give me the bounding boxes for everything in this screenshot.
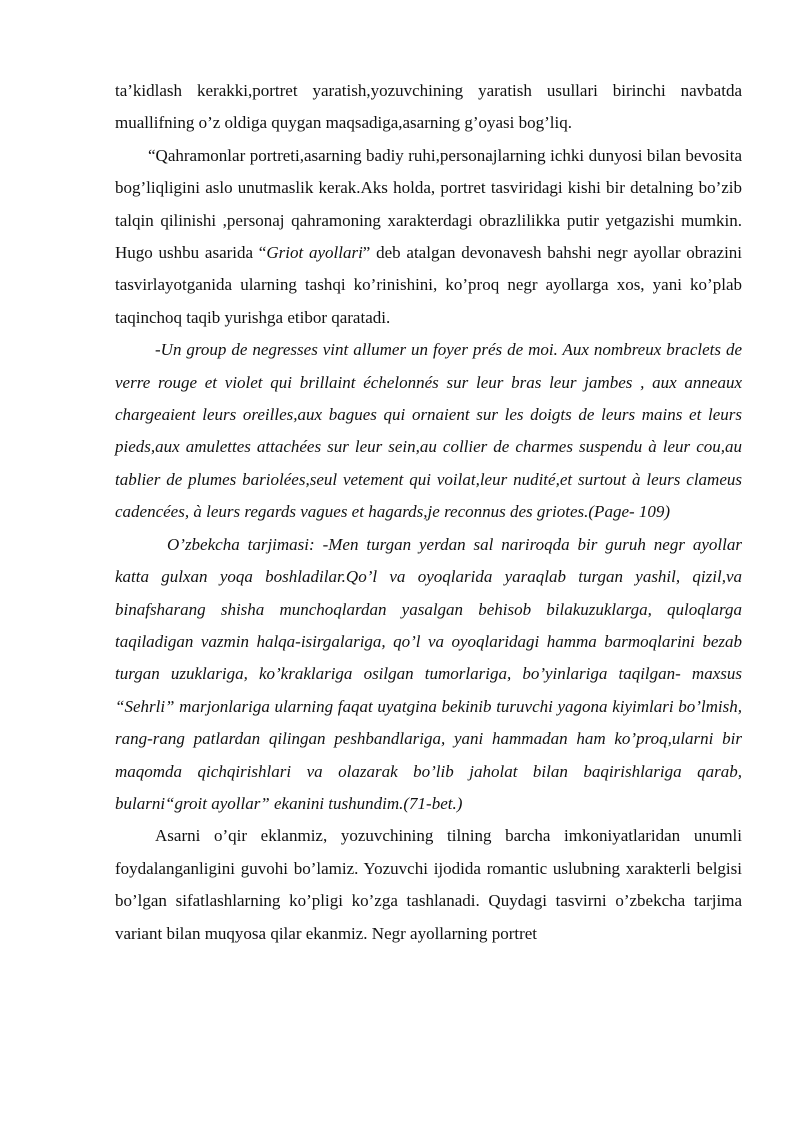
text-run: Asarni o’qir eklanmiz, yozuvchining tilning barcha imkoniyatlaridan unumli foydalanganligini guvohi bo’lamiz. Yozuvchi ijodida romantic uslubning xarakterli belgisi bo’lgan sifatlashlarning ko’pligi ko’zga tashlanadi. Quydagi tasvirni o’zbekcha tarjima variant bilan muqyosa qilar ekanmiz. Negr ayollarning portret	[115, 826, 742, 943]
paragraph	[115, 820, 742, 950]
text-run: O’zbekcha tarjimasi: -Men turgan yerdan sal nariroqda bir guruh negr ayollar katta gulxan yoqa boshladilar.Qo’l va oyoqlarida yaraqlab turgan yashil, qizil,va binafsharang shisha munchoqlardan yasalgan behisob bilakuzuklarga, quloqlarga taqiladigan vazmin halqa-isirgalariga, qo’l va oyoqlaridagi hamma barmoqlarini bezab turgan uzuklariga, ko’kraklariga osilgan tumorlariga, bo’yinlariga taqilgan- maxsus “Sehrli” marjonlariga ularning faqat uyatgina bekinib turuvchi yagona kiyimlari bo’lmish, rang-rang patlardan qilingan peshbandlariga, yani hammadan ham ko’proq,ularni bir maqomda qichqirishlari va olazarak bo’lib jaholat bilan baqirishlariga qarab, bularni“groit ayollar” ekanini tushundim.(71-bet.)	[115, 534, 742, 813]
uzbek-translation-paragraph	[115, 529, 742, 821]
italic-title: Griot ayollari	[266, 243, 363, 263]
text-run: -Un group de negresses vint allumer un foyer prés de moi. Aux nombreux braclets de verre rouge et violet qui brillaint échelonnés sur leur bras leur jambes , aux anneaux chargeaient leurs oreilles,aux bagues qui ornaient sur les doigts de leurs mains et leurs pieds,aux amulettes attachées sur leur sein,au collier de charmes suspendu à leur cou,au tablier de plumes bariolées,seul vetement qui voilat,leur nudité,et surtout à leurs clameus cadencées, à leurs regards vagues et hagards,je reconnus des griotes.(Page- 109)	[115, 340, 742, 522]
text-run: “Qahramonlar portreti,asarning badiy ruhi,personajlarning ichki dunyosi bilan bevosita bog’liqligini aslo unutmaslik kerak.Aks holda, portret tasviridagi kishi bir detalning bo’zib talqin qilinishi ,personaj qahramoning xarakterdagi obrazlilikka putir yetgazishi mumkin. Hugo ushbu asarida “	[115, 145, 742, 263]
paragraph	[115, 75, 742, 140]
paragraph	[115, 140, 742, 334]
french-quote-paragraph	[115, 334, 742, 528]
body-text	[115, 75, 742, 950]
text-run: ” deb atalgan devonavesh bahshi negr ayollar obrazini tasvirlayotganida ularning tashqi ko’rinishini, ko’proq negr ayollarga xos, yani ko’plab taqinchoq taqib yurishga etibor qaratadi.	[115, 243, 743, 327]
text-run: ta’kidlash kerakki,portret yaratish,yozuvchining yaratish usullari birinchi navbatda muallifning o’z oldiga quygan maqsadiga,asarning g’oyasi bog’liq.	[115, 81, 742, 133]
